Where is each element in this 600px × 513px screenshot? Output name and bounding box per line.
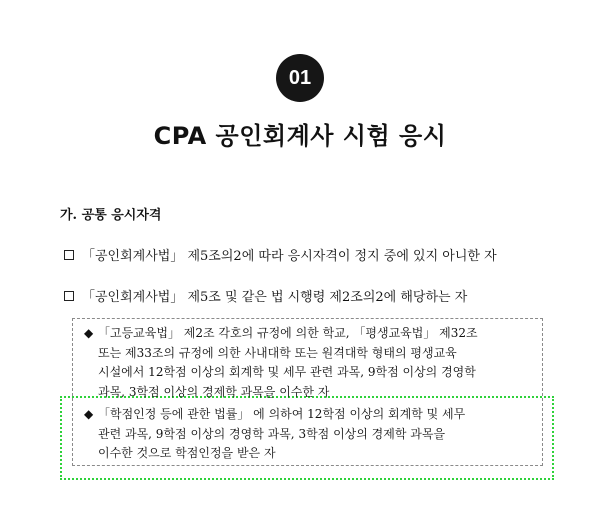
note-line: 시설에서 12학점 이상의 회계학 및 세무 관련 과목, 9학점 이상의 경영학	[98, 365, 476, 379]
condition-text: 「공인회계사법」 제5조 및 같은 법 시행령 제2조의2에 해당하는 자	[82, 290, 468, 305]
note-line: 또는 제33조의 규정에 의한 사내대학 또는 원격대학 형태의 평생교육	[98, 345, 457, 360]
diamond-bullet-icon: ◆	[84, 326, 94, 340]
note-line: 관련 과목, 9학점 이상의 경영학 과목, 3학점 이상의 경제학 과목을	[98, 426, 446, 441]
checkbox-icon	[64, 250, 74, 260]
condition-text: 「공인회계사법」 제5조의2에 따라 응시자격이 정지 중에 있지 아니한 자	[82, 249, 497, 264]
checkbox-icon	[64, 291, 74, 301]
note-line: 과목, 3학점 이상의 경제학 과목을 이수한 자	[98, 384, 330, 399]
note-item	[84, 405, 534, 464]
section-heading: 가. 공통 응시자격	[60, 208, 162, 223]
diamond-bullet-icon: ◆	[84, 407, 94, 421]
condition-item	[64, 286, 467, 305]
note-line: 「고등교육법」 제2조 각호의 규정에 의한 학교, 「평생교육법」 제32조	[98, 326, 478, 340]
badge-number: 01	[288, 66, 312, 89]
condition-item	[64, 245, 497, 264]
note-line: 「학점인정 등에 관한 법률」 에 의하여 12학점 이상의 회계학 및 세무	[98, 407, 466, 421]
section-number-badge	[276, 54, 324, 102]
page-title: CPA 공인회계사 시험 응시	[153, 122, 447, 150]
note-line: 이수한 것으로 학점인정을 받은 자	[98, 446, 276, 460]
note-item	[84, 324, 534, 402]
